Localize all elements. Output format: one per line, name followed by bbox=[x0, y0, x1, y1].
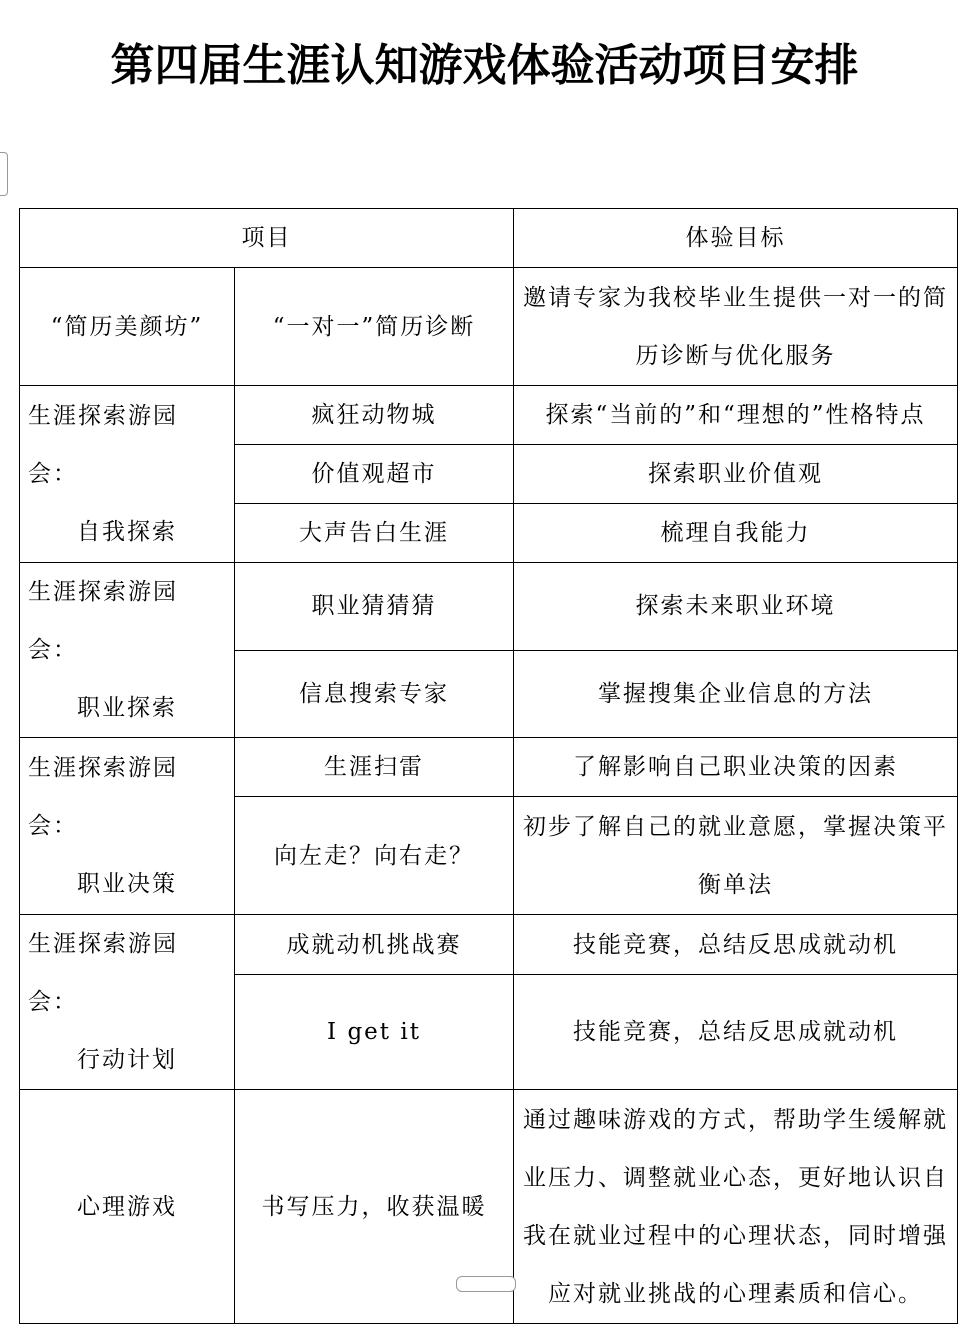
category-label: 生涯探索游园会： bbox=[28, 931, 178, 1015]
category-label: 生涯探索游园会： bbox=[28, 403, 178, 487]
category-cell bbox=[20, 915, 235, 1090]
item-goal: 技能竞赛，总结反思成就动机 bbox=[514, 975, 958, 1090]
item-name: 职业猜猜猜 bbox=[235, 563, 514, 651]
item-goal: 探索职业价值观 bbox=[514, 445, 958, 504]
category-cell bbox=[20, 268, 235, 386]
item-goal: 探索“当前的”和“理想的”性格特点 bbox=[514, 386, 958, 445]
item-name: 大声告白生涯 bbox=[235, 504, 514, 563]
item-name: 书写压力，收获温暖 bbox=[235, 1090, 514, 1324]
item-name: 疯狂动物城 bbox=[235, 386, 514, 445]
category-sublabel: 行动计划 bbox=[77, 1047, 177, 1073]
header-project: 项目 bbox=[20, 209, 514, 268]
table-header-row bbox=[20, 209, 958, 268]
table-row bbox=[20, 268, 958, 386]
item-goal: 探索未来职业环境 bbox=[514, 563, 958, 651]
category-cell bbox=[20, 1090, 235, 1324]
category-cell bbox=[20, 386, 235, 563]
item-goal: 技能竞赛，总结反思成就动机 bbox=[514, 915, 958, 975]
category-label: 生涯探索游园会： bbox=[28, 755, 178, 839]
category-label: 生涯探索游园会： bbox=[28, 579, 178, 663]
item-goal: 通过趣味游戏的方式，帮助学生缓解就业压力、调整就业心态，更好地认识自我在就业过程中的心理状态，同时增强应对就业挑战的心理素质和信心。 bbox=[514, 1090, 958, 1324]
table-row bbox=[20, 915, 958, 975]
category-label: “简历美颜坊” bbox=[50, 313, 204, 340]
item-goal: 掌握搜集企业信息的方法 bbox=[514, 650, 958, 738]
header-goal: 体验目标 bbox=[514, 209, 958, 268]
item-name: I get it bbox=[235, 975, 514, 1090]
table-row bbox=[20, 386, 958, 445]
category-sublabel: 自我探索 bbox=[77, 519, 177, 545]
item-goal: 梳理自我能力 bbox=[514, 504, 958, 563]
edge-handle bbox=[0, 152, 8, 196]
item-name: 向左走？向右走？ bbox=[235, 797, 514, 915]
item-name: “一对一”简历诊断 bbox=[235, 268, 514, 386]
item-goal: 初步了解自己的就业意愿，掌握决策平衡单法 bbox=[514, 797, 958, 915]
category-cell bbox=[20, 563, 235, 738]
schedule-table bbox=[19, 208, 958, 1324]
category-sublabel: 职业探索 bbox=[77, 695, 177, 721]
table-row bbox=[20, 738, 958, 797]
page-title: 第四届生涯认知游戏体验活动项目安排 bbox=[110, 40, 859, 91]
table-row bbox=[20, 563, 958, 651]
item-name: 生涯扫雷 bbox=[235, 738, 514, 797]
category-label: 心理游戏 bbox=[77, 1193, 177, 1220]
item-goal: 了解影响自己职业决策的因素 bbox=[514, 738, 958, 797]
item-name: 成就动机挑战赛 bbox=[235, 915, 514, 975]
category-sublabel: 职业决策 bbox=[77, 871, 177, 897]
item-name: 信息搜索专家 bbox=[235, 650, 514, 738]
bottom-handle bbox=[456, 1276, 516, 1292]
item-goal: 邀请专家为我校毕业生提供一对一的简历诊断与优化服务 bbox=[514, 268, 958, 386]
category-cell bbox=[20, 738, 235, 915]
item-name: 价值观超市 bbox=[235, 445, 514, 504]
